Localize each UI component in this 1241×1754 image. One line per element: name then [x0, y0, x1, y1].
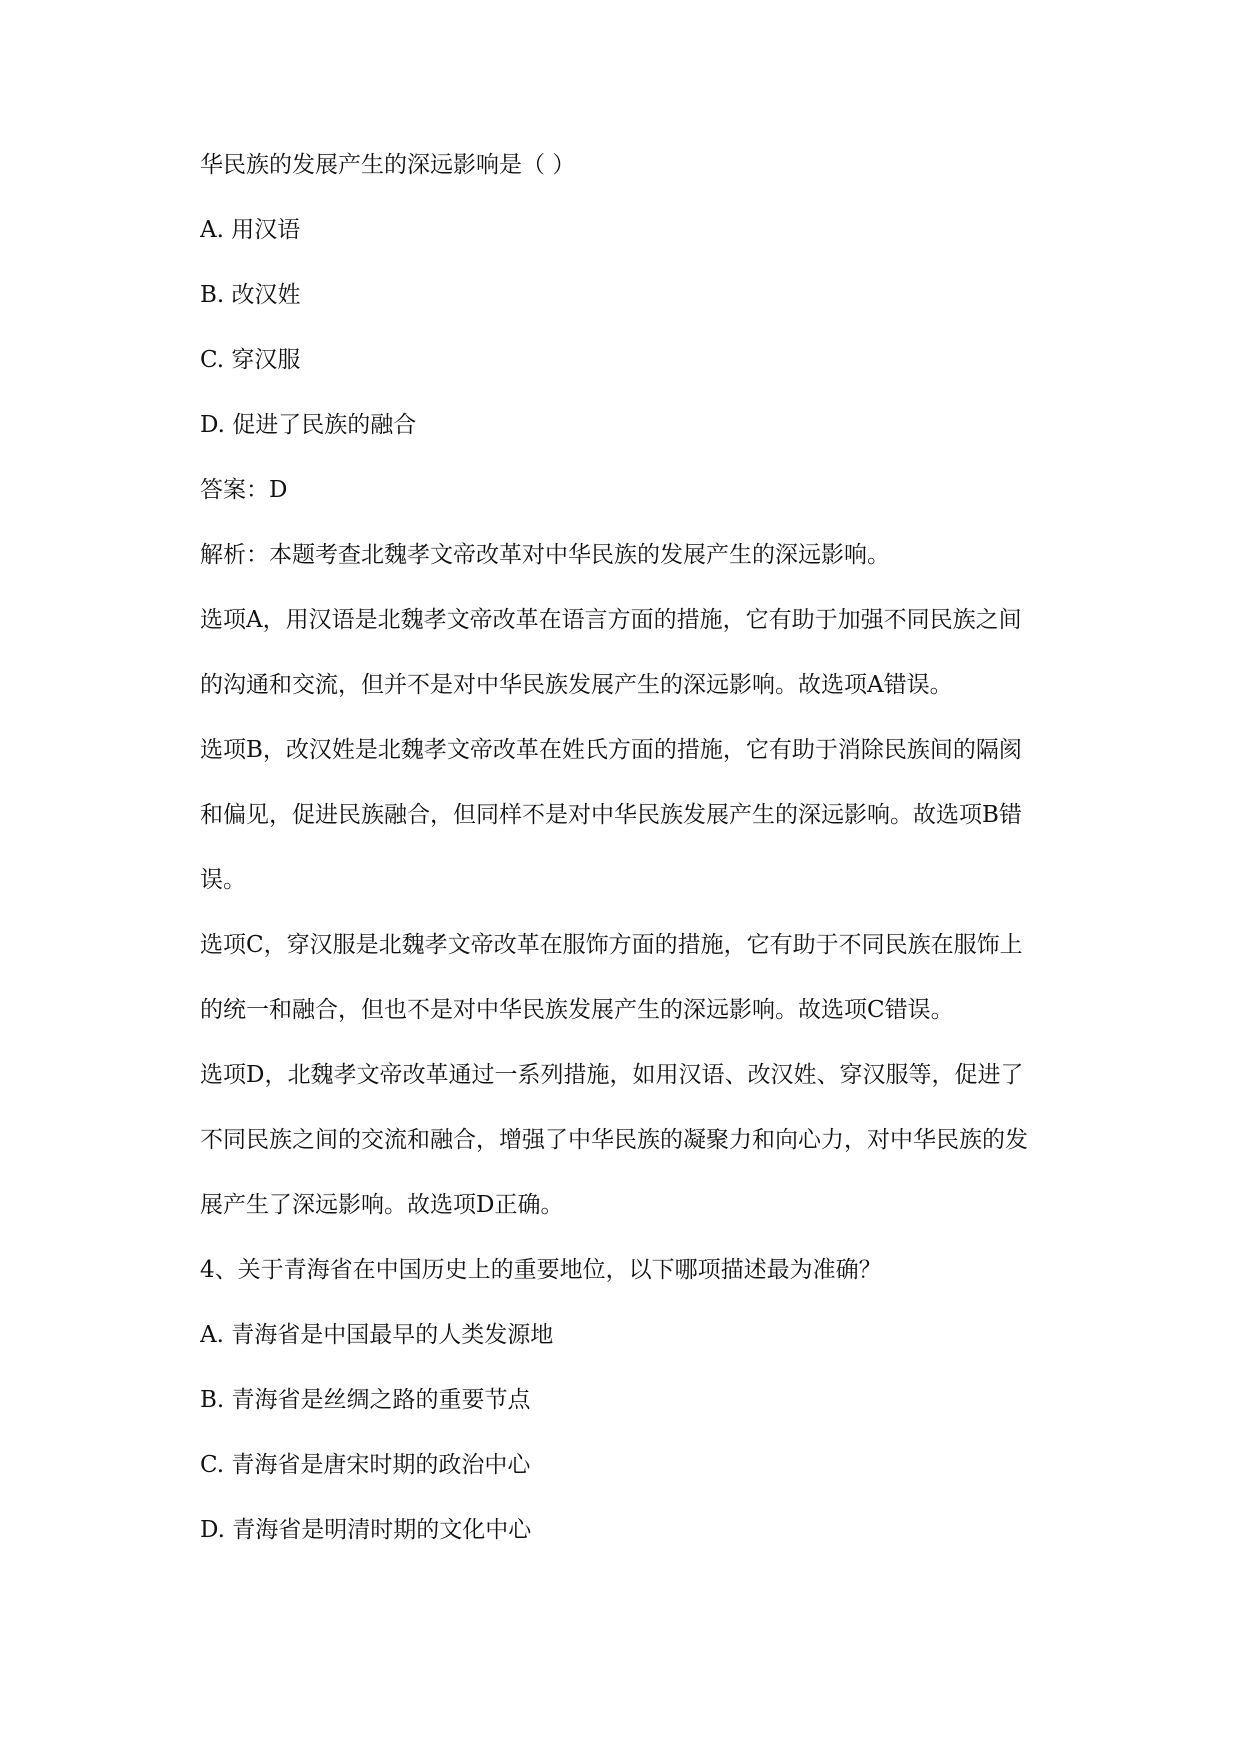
question-4-stem: 4、关于青海省在中国历史上的重要地位，以下哪项描述最为准确？ — [200, 1257, 882, 1283]
analysis-b-line-3: 误。 — [200, 867, 246, 893]
analysis-d-line-3: 展产生了深远影响。故选项D正确。 — [200, 1192, 564, 1218]
analysis-d-line-1: 选项D，北魏孝文帝改革通过一系列措施，如用汉语、改汉姓、穿汉服等，促进了 — [200, 1062, 1024, 1088]
question-3-analysis-intro: 解析：本题考查北魏孝文帝改革对中华民族的发展产生的深远影响。 — [200, 542, 890, 568]
question-3-stem-continued: 华民族的发展产生的深远影响是（ ） — [200, 152, 576, 178]
question-4-option-c: C. 青海省是唐宋时期的政治中心 — [200, 1452, 531, 1478]
question-3-option-d: D. 促进了民族的融合 — [200, 412, 417, 438]
question-4-option-a: A. 青海省是中国最早的人类发源地 — [200, 1322, 554, 1348]
analysis-c-line-2: 的统一和融合，但也不是对中华民族发展产生的深远影响。故选项C错误。 — [200, 997, 954, 1023]
analysis-d-line-2: 不同民族之间的交流和融合，增强了中华民族的凝聚力和向心力，对中华民族的发 — [200, 1127, 1028, 1153]
analysis-c-line-1: 选项C，穿汉服是北魏孝文帝改革在服饰方面的措施，它有助于不同民族在服饰上 — [200, 932, 1023, 958]
document-body — [200, 143, 1090, 1573]
analysis-a-line-1: 选项A，用汉语是北魏孝文帝改革在语言方面的措施，它有助于加强不同民族之间 — [200, 607, 1022, 633]
question-3-answer: 答案：D — [200, 477, 288, 503]
question-3-option-c: C. 穿汉服 — [200, 347, 301, 373]
analysis-b-line-2: 和偏见，促进民族融合，但同样不是对中华民族发展产生的深远影响。故选项B错 — [200, 802, 1022, 828]
question-3-option-a: A. 用汉语 — [200, 217, 301, 243]
analysis-b-line-1: 选项B，改汉姓是北魏孝文帝改革在姓氏方面的措施，它有助于消除民族间的隔阂 — [200, 737, 1022, 763]
question-3-option-b: B. 改汉姓 — [200, 282, 301, 308]
question-4-option-b: B. 青海省是丝绸之路的重要节点 — [200, 1387, 531, 1413]
question-4-option-d: D. 青海省是明清时期的文化中心 — [200, 1517, 532, 1543]
analysis-a-line-2: 的沟通和交流，但并不是对中华民族发展产生的深远影响。故选项A错误。 — [200, 672, 953, 698]
